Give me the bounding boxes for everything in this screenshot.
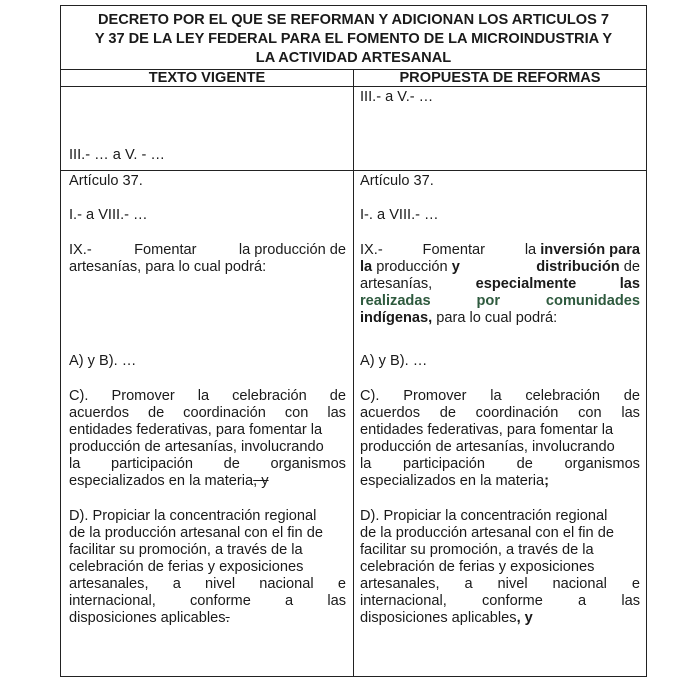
fracciones-i-viii: I.- a VIII.- … bbox=[69, 207, 148, 223]
text-span: organismos bbox=[270, 456, 346, 472]
text-span: especializados en la materia bbox=[360, 473, 545, 489]
text-span: la bbox=[490, 388, 502, 404]
text-span: participación bbox=[403, 456, 485, 472]
header-propuesta: PROPUESTA DE REFORMAS bbox=[399, 70, 601, 86]
text-span: nacional bbox=[259, 576, 314, 592]
text-span: de bbox=[147, 405, 165, 421]
inciso-d-line: D). Propiciar la concentración regional bbox=[69, 508, 317, 524]
text-span: nacional bbox=[552, 576, 607, 592]
incisos-a-b: A) y B). … bbox=[360, 353, 428, 369]
text-span: IX.- bbox=[360, 242, 383, 258]
text-span: de bbox=[439, 405, 456, 421]
text-span: nivel bbox=[497, 576, 528, 592]
inciso-c-line: entidades federativas, para fomentar la bbox=[69, 422, 323, 438]
inciso-c-line bbox=[69, 388, 346, 405]
inciso-d-line: celebración de ferias y exposiciones bbox=[360, 559, 595, 575]
inciso-d-line: facilitar su promoción, a través de la bbox=[360, 542, 594, 558]
text-span: a bbox=[464, 576, 473, 592]
fracciones-i-viii: I-. a VIII.- … bbox=[360, 207, 439, 223]
text-span: Fomentar bbox=[422, 242, 485, 258]
text-span: producción bbox=[376, 259, 448, 275]
cell-propuesta bbox=[354, 87, 646, 170]
text-span: Fomentar bbox=[134, 242, 197, 258]
text-span: disposiciones aplicables bbox=[360, 610, 517, 626]
text-span: conforme bbox=[190, 593, 251, 609]
fraccion-ix-line bbox=[360, 293, 640, 310]
fraccion-ix-line bbox=[360, 276, 640, 293]
text-span: participación bbox=[111, 456, 193, 472]
inciso-c-line: producción de artesanías, involucrando bbox=[360, 439, 615, 455]
document-title bbox=[61, 6, 646, 70]
inciso-d-line: de la producción artesanal con el fin de bbox=[69, 525, 323, 541]
cell-propuesta bbox=[354, 171, 646, 676]
cell-vigente bbox=[61, 171, 354, 676]
title-line-1: DECRETO POR EL QUE SE REFORMAN Y ADICIONAN LOS ARTICULOS 7 bbox=[97, 12, 610, 28]
text-span: C). bbox=[360, 388, 380, 404]
added-text: distribución bbox=[536, 259, 620, 275]
text-span: celebración bbox=[232, 388, 307, 404]
text-span: conforme bbox=[482, 593, 543, 609]
inciso-c-line bbox=[360, 473, 549, 490]
text-span: con bbox=[578, 405, 602, 421]
fracciones-iii-v: III.- … a V. - … bbox=[69, 147, 165, 163]
text-span: IX.- bbox=[69, 242, 92, 258]
text-span: celebración bbox=[525, 388, 600, 404]
text-span: a bbox=[285, 593, 294, 609]
articulo-37: Artículo 37. bbox=[360, 173, 434, 189]
fraccion-ix-line bbox=[360, 310, 557, 327]
text-span: las bbox=[327, 593, 346, 609]
deleted-text: , y bbox=[253, 473, 269, 489]
articulo-37: Artículo 37. bbox=[69, 173, 143, 189]
text-span: nivel bbox=[205, 576, 236, 592]
inciso-c-line bbox=[69, 405, 346, 422]
text-span: Promover bbox=[403, 388, 467, 404]
header-texto-vigente: TEXTO VIGENTE bbox=[61, 70, 354, 86]
table-row bbox=[61, 171, 646, 676]
added-text: y bbox=[451, 259, 460, 275]
text-span: las bbox=[621, 593, 640, 609]
title-line-2: Y 37 DE LA LEY FEDERAL PARA EL FOMENTO DE LA MICROINDUSTRIA Y bbox=[94, 31, 613, 47]
text-span: C). bbox=[69, 388, 89, 404]
incisos-a-b: A) y B). … bbox=[69, 353, 137, 369]
text-span: e bbox=[337, 576, 346, 592]
inciso-d-line bbox=[360, 610, 533, 627]
inciso-c-line bbox=[360, 388, 640, 405]
added-text: por bbox=[476, 293, 501, 309]
deleted-text: . bbox=[225, 610, 230, 626]
added-text: indígenas, bbox=[360, 310, 433, 326]
inciso-c-line bbox=[69, 473, 269, 490]
inciso-d-line: facilitar su promoción, a través de la bbox=[69, 542, 303, 558]
inciso-d-line bbox=[360, 576, 640, 593]
fraccion-ix-line: artesanías, para lo cual podrá: bbox=[69, 259, 267, 275]
added-text: las bbox=[619, 276, 640, 292]
text-span: organismos bbox=[564, 456, 640, 472]
text-span: acuerdos bbox=[69, 405, 130, 421]
text-span: de bbox=[329, 388, 346, 404]
table-row bbox=[61, 87, 646, 171]
inciso-c-line: entidades federativas, para fomentar la bbox=[360, 422, 614, 438]
added-text: especialmente bbox=[475, 276, 577, 292]
inciso-d-line: D). Propiciar la concentración regional bbox=[360, 508, 608, 524]
text-span: internacional, bbox=[360, 593, 447, 609]
text-span: la bbox=[69, 456, 81, 472]
text-span: especializados en la materia bbox=[69, 473, 254, 489]
text-span: para lo cual podrá: bbox=[436, 310, 558, 326]
inciso-d-line: celebración de ferias y exposiciones bbox=[69, 559, 304, 575]
text-span: Promover bbox=[111, 388, 175, 404]
title-line-3: LA ACTIVIDAD ARTESANAL bbox=[255, 50, 452, 66]
added-text: , y bbox=[516, 610, 533, 626]
document-table bbox=[60, 5, 647, 677]
text-span: la producción de bbox=[238, 242, 346, 258]
inciso-d-line bbox=[69, 576, 346, 593]
inciso-d-line bbox=[69, 610, 230, 627]
cell-vigente bbox=[61, 87, 354, 170]
added-text: comunidades bbox=[545, 293, 640, 309]
text-span: disposiciones aplicables bbox=[69, 610, 226, 626]
text-span: de bbox=[223, 456, 240, 472]
text-span: de bbox=[623, 259, 640, 275]
column-headers bbox=[61, 70, 646, 87]
text-span: internacional, bbox=[69, 593, 156, 609]
fraccion-ix-line bbox=[360, 242, 640, 259]
inciso-c-line bbox=[360, 405, 640, 422]
inciso-c-line bbox=[69, 456, 346, 473]
fraccion-ix-line bbox=[69, 242, 346, 259]
added-text: inversión para bbox=[540, 242, 640, 258]
inciso-d-line: de la producción artesanal con el fin de bbox=[360, 525, 614, 541]
inciso-c-line bbox=[360, 456, 640, 473]
text-span: a bbox=[172, 576, 181, 592]
text-span: e bbox=[631, 576, 640, 592]
added-text: realizadas bbox=[360, 293, 431, 309]
text-span: las bbox=[327, 405, 346, 421]
text-span: artesanales, bbox=[69, 576, 149, 592]
text-span: de bbox=[623, 388, 640, 404]
text-span: coordinación bbox=[475, 405, 559, 421]
text-span: acuerdos bbox=[360, 405, 421, 421]
text-span: artesanías, bbox=[360, 276, 433, 292]
fraccion-ix-line bbox=[360, 259, 640, 276]
inciso-d-line bbox=[69, 593, 346, 610]
text-span: la bbox=[197, 388, 210, 404]
added-text: la bbox=[360, 259, 373, 275]
text-span: la bbox=[524, 242, 537, 258]
added-text: ; bbox=[544, 473, 550, 489]
text-span: las bbox=[621, 405, 640, 421]
text-span: la bbox=[360, 456, 372, 472]
inciso-d-line bbox=[360, 593, 640, 610]
fracciones-iii-v: III.- a V.- … bbox=[360, 89, 434, 105]
text-span: a bbox=[578, 593, 587, 609]
text-span: con bbox=[284, 405, 309, 421]
text-span: coordinación bbox=[183, 405, 266, 421]
text-span: artesanales, bbox=[360, 576, 440, 592]
inciso-c-line: producción de artesanías, involucrando bbox=[69, 439, 324, 455]
text-span: de bbox=[516, 456, 533, 472]
